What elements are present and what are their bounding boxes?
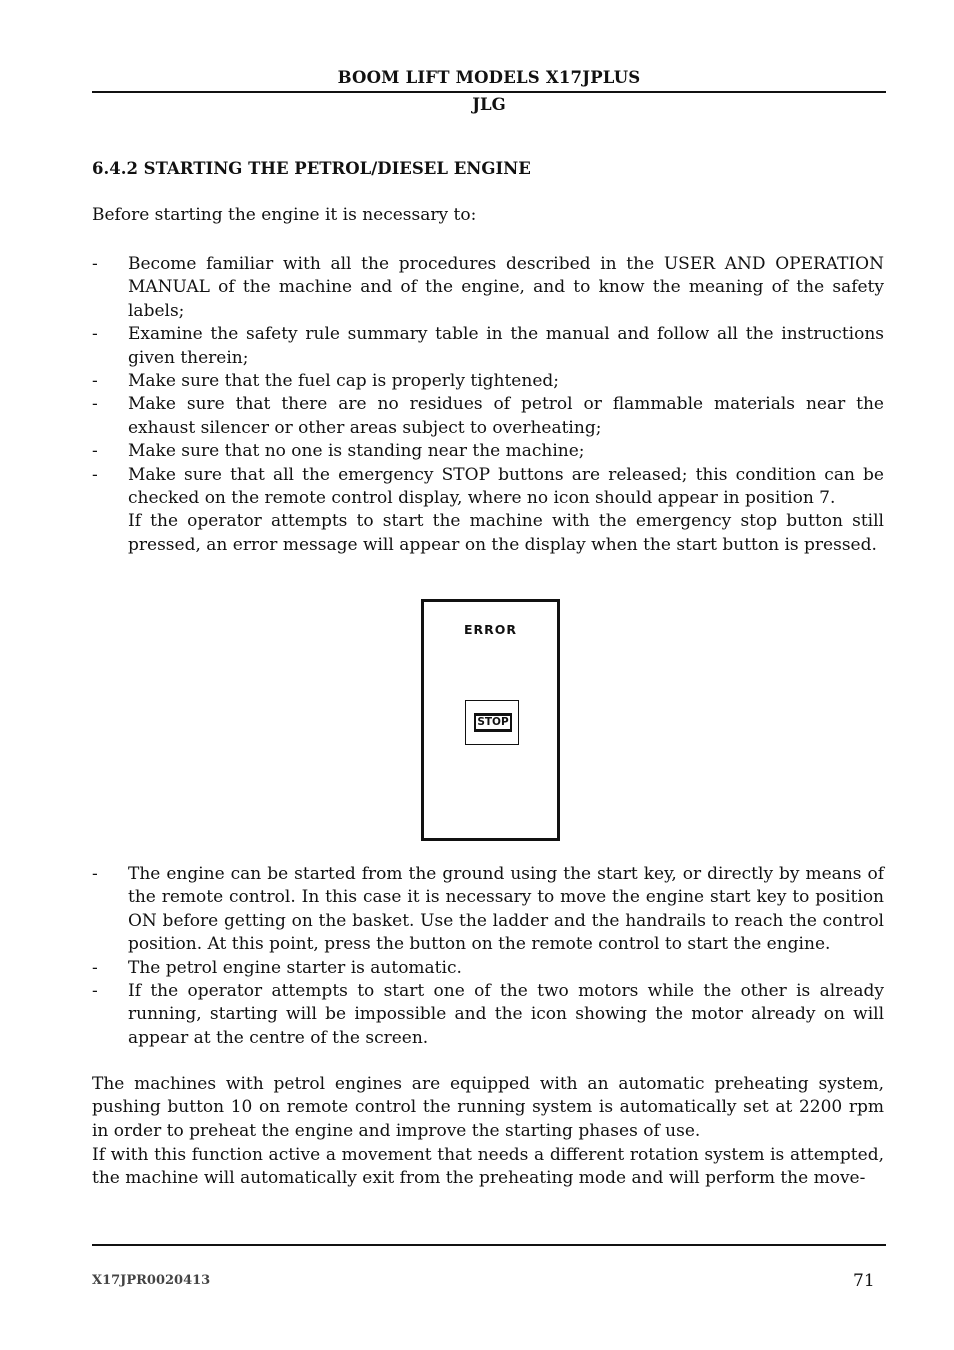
preheat-exit-paragraph: If with this function active a movement that needs a different rotation system is attempted, the machine will automatically exit from the preheating mode and will perform the move-	[92, 1145, 884, 1189]
list-item-text: The petrol engine starter is automatic.	[128, 957, 462, 978]
bullet-dash: -	[92, 957, 98, 978]
header-brand: JLG	[472, 95, 506, 114]
list-item-note: If the operator attempts to start the machine with the emergency stop button still pressed, an error message will appear on the display when the start button is pressed.	[128, 511, 884, 555]
list-item	[92, 863, 884, 957]
start-notes-list	[92, 863, 884, 1050]
list-item-text: Make sure that the fuel cap is properly tightened;	[128, 371, 559, 392]
footer-rule	[92, 1244, 886, 1246]
list-item	[92, 440, 884, 463]
list-item-text: Make sure that no one is standing near the machine;	[128, 441, 585, 462]
stop-icon-label: STOP	[477, 716, 509, 728]
prestart-checklist	[92, 253, 884, 557]
bullet-dash: -	[92, 324, 98, 345]
stop-icon	[474, 713, 512, 732]
list-item-text: Examine the safety rule summary table in the manual and follow all the instructions given therein;	[128, 324, 884, 368]
list-item	[92, 323, 884, 370]
list-item-text: Make sure that all the emergency STOP buttons are released; this condition can be checked on the remote control display, where no icon should appear in position 7.	[128, 464, 884, 509]
list-item-text: Make sure that there are no residues of petrol or flammable materials near the exhaust silencer or other areas subject to overheating;	[128, 394, 884, 438]
list-item-text: If the operator attempts to start one of the two motors while the other is already running, starting will be impossible and the icon showing the motor already on will appear at the centre of the screen.	[128, 981, 884, 1048]
header-rule	[92, 91, 886, 93]
list-item	[92, 980, 884, 1050]
list-item-text: Become familiar with all the procedures described in the USER AND OPERATION MANUAL of the machine and of the engine, and to know the meaning of the safety labels;	[128, 254, 884, 321]
bullet-dash: -	[92, 254, 98, 274]
list-item	[92, 957, 884, 980]
remote-display-error-figure	[421, 599, 560, 841]
bullet-dash: -	[92, 981, 98, 1002]
bullet-dash: -	[92, 441, 98, 462]
bullet-dash: -	[92, 394, 98, 415]
header-title: BOOM LIFT MODELS X17JPLUS	[337, 68, 641, 87]
list-item	[92, 393, 884, 440]
document-code: X17JPR0020413	[92, 1273, 211, 1288]
list-item-text: The engine can be started from the ground using the start key, or directly by means of the remote control. In this case it is necessary to move the engine start key to position ON before getting on the basket. Use the ladder and the handrails to reach the control position. At this point, press the button on the remote control to start the engine.	[128, 864, 884, 955]
intro-text: Before starting the engine it is necessary to:	[92, 205, 477, 225]
preheat-paragraph: The machines with petrol engines are equipped with an automatic preheating system, pushing button 10 on remote control the running system is automatically set at 2200 rpm in order to preheat the engine and improve the starting phases of use.	[92, 1074, 884, 1141]
list-item	[92, 253, 884, 323]
page-number: 71	[853, 1271, 875, 1291]
bullet-dash: -	[92, 371, 98, 392]
error-label: ERROR	[463, 622, 518, 637]
bullet-dash: -	[92, 464, 98, 485]
bullet-dash: -	[92, 864, 98, 884]
stop-icon-frame	[465, 700, 519, 745]
list-item	[92, 370, 884, 393]
section-title: 6.4.2 STARTING THE PETROL/DIESEL ENGINE	[92, 159, 531, 178]
list-item	[92, 464, 884, 558]
